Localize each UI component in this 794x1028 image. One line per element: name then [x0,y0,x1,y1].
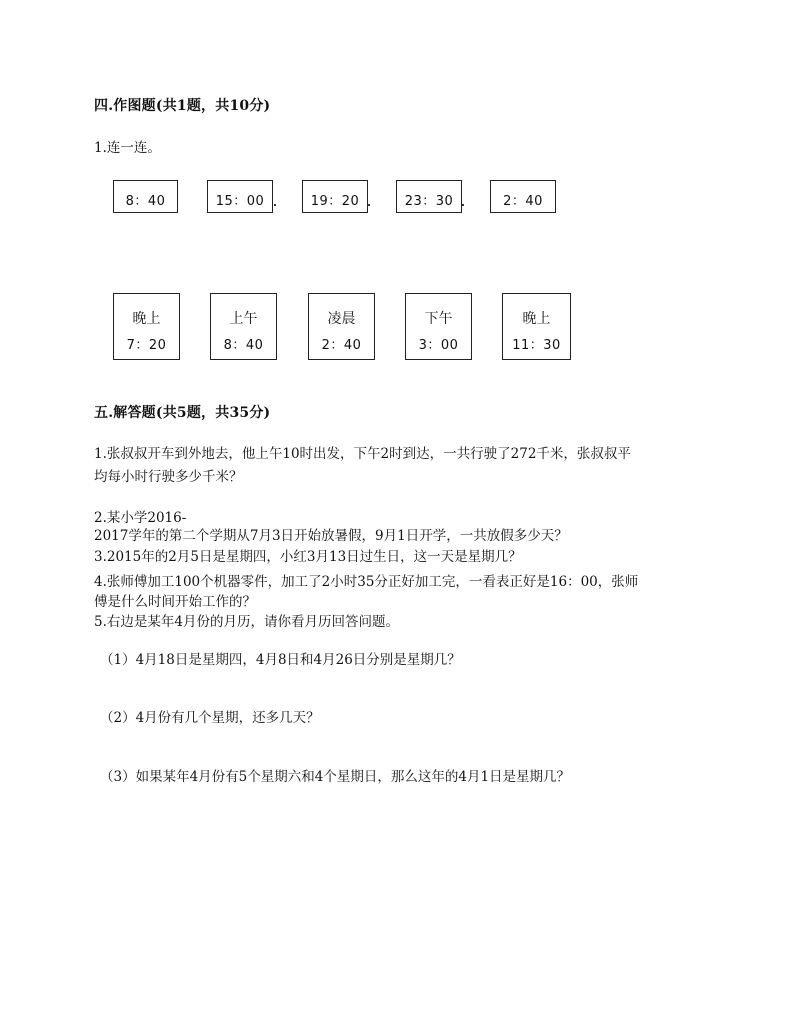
time-box-5 [490,180,556,213]
question-5-1-line2: 均每小时行驶多少千米？ [94,469,243,485]
time-box-3 [302,180,368,213]
period-time: 8：40 [223,338,264,353]
period-time: 7：20 [126,338,167,353]
question-5-5-sub3: （3）如果某年4月份有5个星期六和4个星期日，那么这年的4月1日是星期几？ [100,769,571,785]
time-value: 23：30 [404,194,454,209]
period-label: 下午 [424,311,453,327]
period-time: 3：00 [418,338,459,353]
period-box-4 [405,293,472,360]
period-label: 晚上 [132,311,161,327]
time-value: 2：40 [503,194,543,209]
question-5-2-line1: 2.某小学2016- [94,510,187,526]
period-label: 凌晨 [327,311,356,327]
question-5-3: 3.2015年的2月5日是星期四，小红3月13日过生日，这一天是星期几？ [94,549,522,565]
question-5-4-line2: 傅是什么时间开始工作的？ [94,594,256,610]
connector-dot [274,204,276,206]
time-box-4 [396,180,462,213]
question-5-4-line1: 4.张师傅加工100个机器零件，加工了2小时35分正好加工完，一看表正好是16：00，张师 [94,574,639,590]
question-5-5: 5.右边是某年4月份的月历，请你看月历回答问题。 [94,614,399,630]
time-value: 8：40 [125,194,166,209]
time-value: 19：20 [310,194,360,209]
period-box-5 [502,293,571,360]
section-4-title: 四.作图题(共1题，共10分) [94,98,271,114]
section-5-title: 五.解答题(共5题，共35分) [94,405,271,421]
time-value: 15：00 [215,194,265,209]
connector-dot [368,204,370,206]
period-label: 晚上 [522,311,551,327]
period-label: 上午 [229,311,258,327]
question-4-1: 1.连一连。 [94,140,161,156]
time-box-1 [113,180,178,213]
question-5-5-sub1: （1）4月18日是星期四，4月8日和4月26日分别是星期几？ [100,652,461,668]
period-box-3 [308,293,375,360]
time-box-2 [207,180,273,213]
period-box-2 [210,293,277,360]
question-5-2-line2: 2017学年的第二个学期从7月3日开始放暑假，9月1日开学，一共放假多少天？ [94,528,568,544]
question-5-1-line1: 1.张叔叔开车到外地去，他上午10时出发，下午2时到达，一共行驶了272千米，张叔叔平 [94,446,631,462]
connector-dot [462,204,464,206]
period-time: 2：40 [321,338,362,353]
question-5-5-sub2: （2）4月份有几个星期，还多几天？ [100,710,320,726]
period-box-1 [113,293,180,360]
period-time: 11：30 [512,338,561,353]
